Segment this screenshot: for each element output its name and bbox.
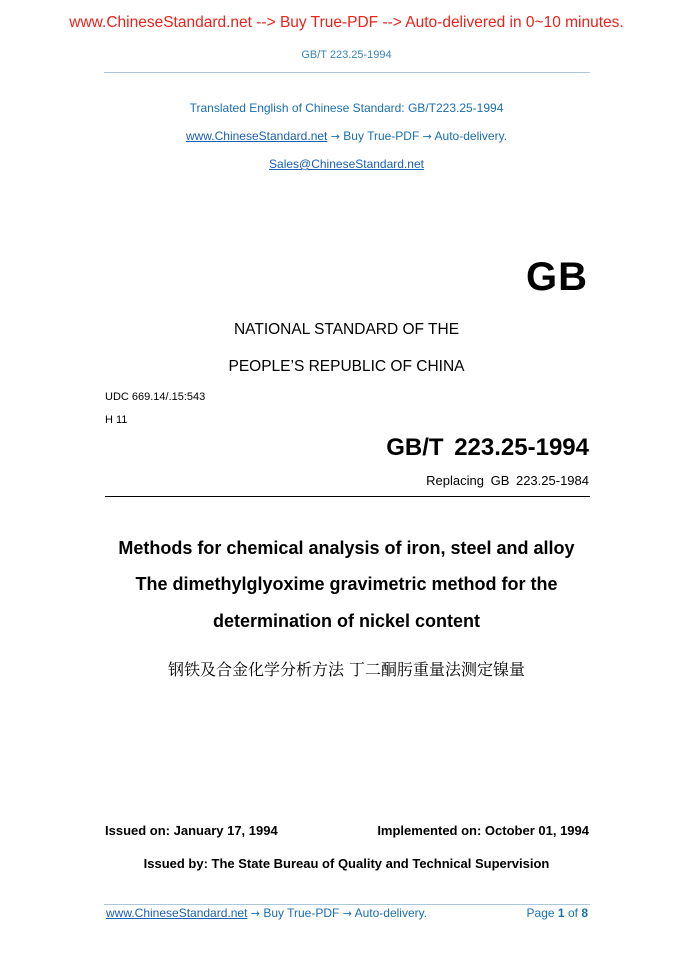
buy-pdf-text: Buy True-PDF [343,129,420,143]
replacing-note: Replacing GB 223.25-1984 [426,473,589,488]
footer-buy-text: Buy True-PDF [263,906,340,920]
issued-on-date: Issued on: January 17, 1994 [105,823,278,838]
purchase-line [0,129,693,143]
arrow-right-icon: → [250,907,260,920]
arrow-right-icon: → [422,130,432,143]
page-label: Page [526,906,555,920]
gb-mark: GB [526,255,588,299]
auto-delivery-text: Auto-delivery. [434,129,508,143]
arrow-right-icon: → [330,130,340,143]
footer-purchase-line [106,906,427,920]
page-of: of [567,906,578,920]
header-divider [104,72,590,73]
page-current: 1 [557,906,565,920]
arrow-right-icon: → [342,907,352,920]
email-line [0,157,693,171]
national-standard-line1: NATIONAL STANDARD OF THE [233,321,460,338]
page-total: 8 [581,906,588,920]
footer-delivery-text: Auto-delivery. [354,906,428,920]
issuing-authority: Issued by: The State Bureau of Quality and Technical Supervision [143,856,550,871]
h-code: H 11 [105,414,128,426]
implemented-on-date: Implemented on: October 01, 1994 [377,823,589,838]
udc-code: UDC 669.14/.15:543 [105,391,206,403]
footer-divider [104,904,590,905]
site-link[interactable]: www.ChineseStandard.net [185,129,328,143]
header-standard-code: GB/T 223.25-1994 [301,49,392,61]
sales-email-link[interactable]: Sales@ChineseStandard.net [269,157,424,171]
footer-site-link[interactable]: www.ChineseStandard.net [106,906,248,920]
standard-number: GB/T 223.25-1994 [386,434,589,461]
page-indicator [527,906,588,920]
title-chinese: 钢铁及合金化学分析方法 丁二酮肟重量法测定镍量 [167,660,526,679]
title-line3: determination of nickel content [212,611,481,631]
title-line1: Methods for chemical analysis of iron, steel and alloy [118,538,575,558]
promo-banner[interactable]: www.ChineseStandard.net --> Buy True-PDF --> Auto-delivered in 0~10 minutes. [69,14,624,31]
translation-note: Translated English of Chinese Standard: GB/T223.25-1994 [189,101,504,115]
national-standard-line2: PEOPLE’S REPUBLIC OF CHINA [228,358,465,375]
title-line2: The dimethylglyoxime gravimetric method for the [135,574,558,594]
cover-divider [105,496,590,497]
